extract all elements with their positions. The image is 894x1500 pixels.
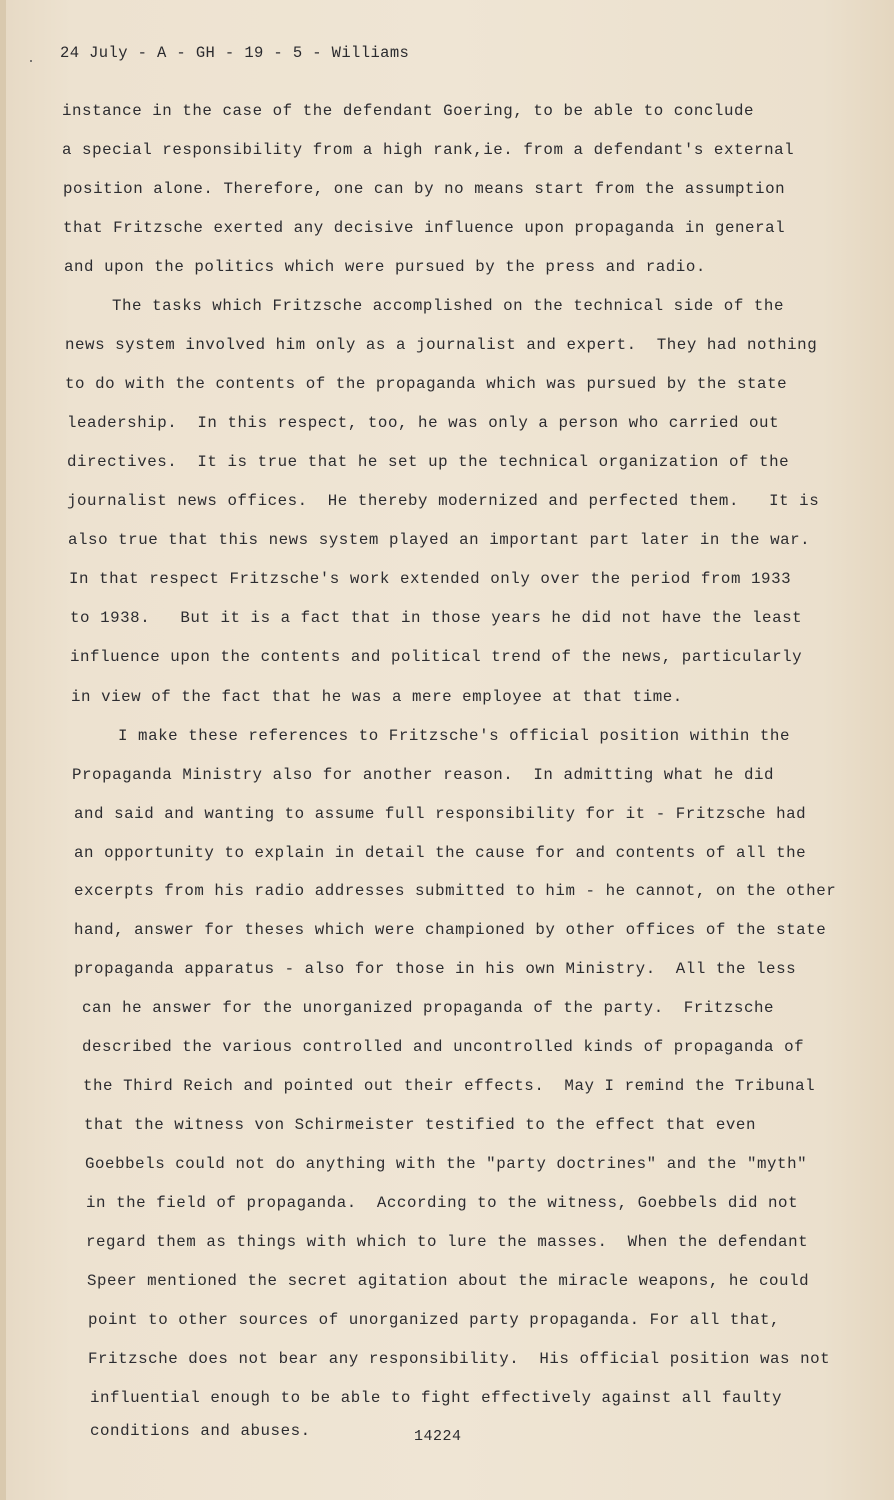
text-line: also true that this news system played an important part later in the war. [68, 531, 811, 549]
text-line: Speer mentioned the secret agitation about the miracle weapons, he could [87, 1272, 810, 1290]
text-line: leadership. In this respect, too, he was only a person who carried out [67, 414, 780, 432]
text-line: news system involved him only as a journalist and expert. They had nothing [65, 336, 818, 354]
text-line: described the various controlled and uncontrolled kinds of propaganda of [82, 1038, 805, 1056]
text-line: in the field of propaganda. According to the witness, Goebbels did not [86, 1194, 799, 1212]
text-line: journalist news offices. He thereby modernized and perfected them. It is [67, 492, 820, 510]
text-line: influence upon the contents and political trend of the news, particularly [70, 648, 803, 666]
text-line: position alone. Therefore, one can by no means start from the assumption [63, 180, 786, 198]
text-line: excerpts from his radio addresses submitted to him - he cannot, on the other [74, 882, 837, 900]
page-number: 14224 [414, 1428, 462, 1445]
text-line: and said and wanting to assume full responsibility for it - Fritzsche had [74, 805, 807, 823]
text-line: propaganda apparatus - also for those in his own Ministry. All the less [74, 960, 797, 978]
text-line: a special responsibility from a high rank,ie. from a defendant's external [62, 141, 795, 159]
text-line: can he answer for the unorganized propaganda of the party. Fritzsche [82, 999, 775, 1017]
text-line: an opportunity to explain in detail the cause for and contents of all the [74, 844, 807, 862]
document-header: 24 July - A - GH - 19 - 5 - Williams [60, 44, 410, 62]
text-line: point to other sources of unorganized party propaganda. For all that, [88, 1311, 781, 1329]
text-line: the Third Reich and pointed out their effects. May I remind the Tribunal [83, 1077, 816, 1095]
text-line: hand, answer for theses which were championed by other offices of the state [74, 921, 827, 939]
text-line: that Fritzsche exerted any decisive influence upon propaganda in general [63, 219, 786, 237]
text-line: The tasks which Fritzsche accomplished on the technical side of the [112, 297, 784, 315]
margin-mark [30, 60, 32, 62]
text-line: Propaganda Ministry also for another reason. In admitting what he did [72, 766, 775, 784]
text-line: instance in the case of the defendant Goering, to be able to conclude [62, 102, 755, 120]
text-line: Fritzsche does not bear any responsibility. His official position was not [88, 1350, 831, 1368]
text-line: to 1938. But it is a fact that in those years he did not have the least [70, 609, 803, 627]
text-line: conditions and abuses. [90, 1422, 311, 1440]
text-line: to do with the contents of the propaganda which was pursued by the state [65, 375, 788, 393]
text-line: Goebbels could not do anything with the "party doctrines" and the "myth" [85, 1155, 808, 1173]
page-edge [0, 0, 6, 1500]
text-line: In that respect Fritzsche's work extended only over the period from 1933 [69, 570, 792, 588]
text-line: that the witness von Schirmeister testified to the effect that even [84, 1116, 756, 1134]
text-line: and upon the politics which were pursued by the press and radio. [64, 258, 706, 276]
text-line: I make these references to Fritzsche's official position within the [118, 727, 790, 745]
text-line: regard them as things with which to lure the masses. When the defendant [86, 1233, 809, 1251]
text-line: directives. It is true that he set up the technical organization of the [67, 453, 790, 471]
text-line: in view of the fact that he was a mere employee at that time. [71, 688, 683, 706]
text-line: influential enough to be able to fight effectively against all faulty [90, 1389, 783, 1407]
